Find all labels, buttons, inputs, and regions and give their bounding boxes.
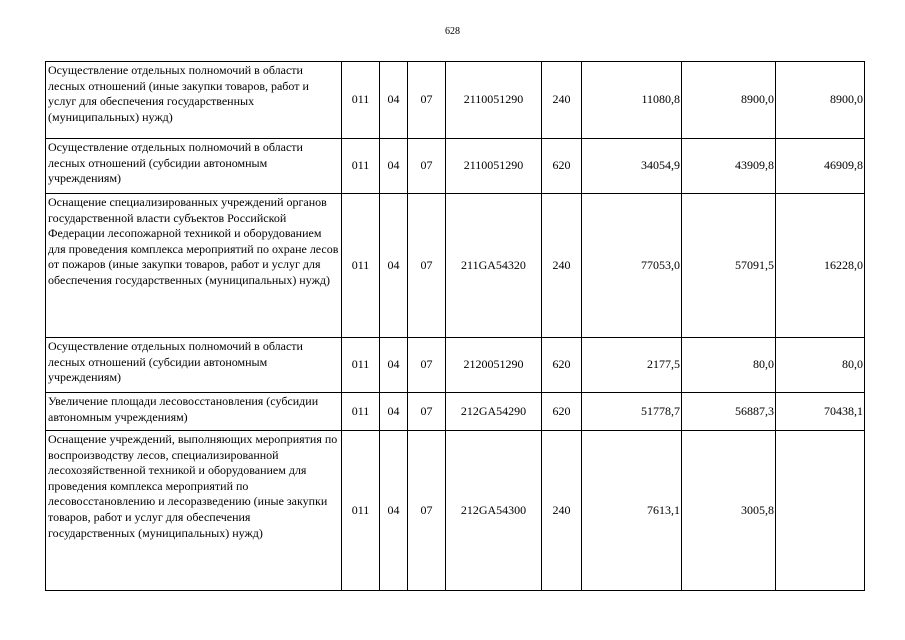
target-article-code: 2120051290 [446, 338, 542, 393]
table-row [46, 194, 865, 338]
row-description: Осуществление отдельных полномочий в области лесных отношений (иные закупки товаров, работ и услуг для обеспечения государственных (муниципальных) нужд) [46, 62, 342, 139]
amount-year-3: 80,0 [776, 338, 865, 393]
target-article-code: 212GA54290 [446, 393, 542, 431]
amount-year-2: 3005,8 [682, 431, 776, 591]
expense-type-code: 240 [542, 62, 582, 139]
expense-type-code: 620 [542, 139, 582, 194]
amount-year-1: 34054,9 [582, 139, 682, 194]
section-code: 04 [380, 338, 408, 393]
expense-type-code: 240 [542, 194, 582, 338]
expense-type-code: 240 [542, 431, 582, 591]
amount-year-1: 7613,1 [582, 431, 682, 591]
amount-year-2: 57091,5 [682, 194, 776, 338]
row-description: Оснащение учреждений, выполняющих мероприятия по воспроизводству лесов, специализированной лесохозяйственной техникой и оборудованием для проведения комплекса мероприятий по лесовосстановлению и лесоразведению (иные закупки товаров, работ и услуг для обеспечения государственных (муниципальных) нужд) [46, 431, 342, 591]
section-code: 04 [380, 194, 408, 338]
ministry-code: 011 [342, 194, 380, 338]
table-row [46, 431, 865, 591]
amount-year-2: 56887,3 [682, 393, 776, 431]
subsection-code: 07 [408, 431, 446, 591]
row-description: Осуществление отдельных полномочий в области лесных отношений (субсидии автономным учреждениям) [46, 338, 342, 393]
section-code: 04 [380, 431, 408, 591]
table-row [46, 62, 865, 139]
target-article-code: 2110051290 [446, 62, 542, 139]
table-row [46, 393, 865, 431]
ministry-code: 011 [342, 431, 380, 591]
amount-year-1: 77053,0 [582, 194, 682, 338]
section-code: 04 [380, 393, 408, 431]
amount-year-2: 43909,8 [682, 139, 776, 194]
row-description: Оснащение специализированных учреждений органов государственной власти субъектов Российской Федерации лесопожарной техникой и оборудованием для проведения комплекса мероприятий по охране лесов от пожаров (иные закупки товаров, работ и услуг для обеспечения государственных (муниципальных) нужд) [46, 194, 342, 338]
subsection-code: 07 [408, 194, 446, 338]
ministry-code: 011 [342, 139, 380, 194]
section-code: 04 [380, 139, 408, 194]
target-article-code: 212GA54300 [446, 431, 542, 591]
row-description: Увеличение площади лесовосстановления (субсидии автономным учреждениям) [46, 393, 342, 431]
amount-year-3: 46909,8 [776, 139, 865, 194]
table-row [46, 338, 865, 393]
budget-table [45, 61, 865, 591]
amount-year-3: 16228,0 [776, 194, 865, 338]
expense-type-code: 620 [542, 393, 582, 431]
page-number: 628 [445, 26, 460, 37]
amount-year-1: 51778,7 [582, 393, 682, 431]
section-code: 04 [380, 62, 408, 139]
amount-year-3: 70438,1 [776, 393, 865, 431]
expense-type-code: 620 [542, 338, 582, 393]
ministry-code: 011 [342, 338, 380, 393]
amount-year-1: 2177,5 [582, 338, 682, 393]
subsection-code: 07 [408, 139, 446, 194]
subsection-code: 07 [408, 338, 446, 393]
amount-year-3 [776, 431, 865, 591]
target-article-code: 211GA54320 [446, 194, 542, 338]
ministry-code: 011 [342, 393, 380, 431]
amount-year-1: 11080,8 [582, 62, 682, 139]
subsection-code: 07 [408, 393, 446, 431]
row-description: Осуществление отдельных полномочий в области лесных отношений (субсидии автономным учреждениям) [46, 139, 342, 194]
amount-year-3: 8900,0 [776, 62, 865, 139]
amount-year-2: 8900,0 [682, 62, 776, 139]
table-row [46, 139, 865, 194]
ministry-code: 011 [342, 62, 380, 139]
subsection-code: 07 [408, 62, 446, 139]
target-article-code: 2110051290 [446, 139, 542, 194]
amount-year-2: 80,0 [682, 338, 776, 393]
